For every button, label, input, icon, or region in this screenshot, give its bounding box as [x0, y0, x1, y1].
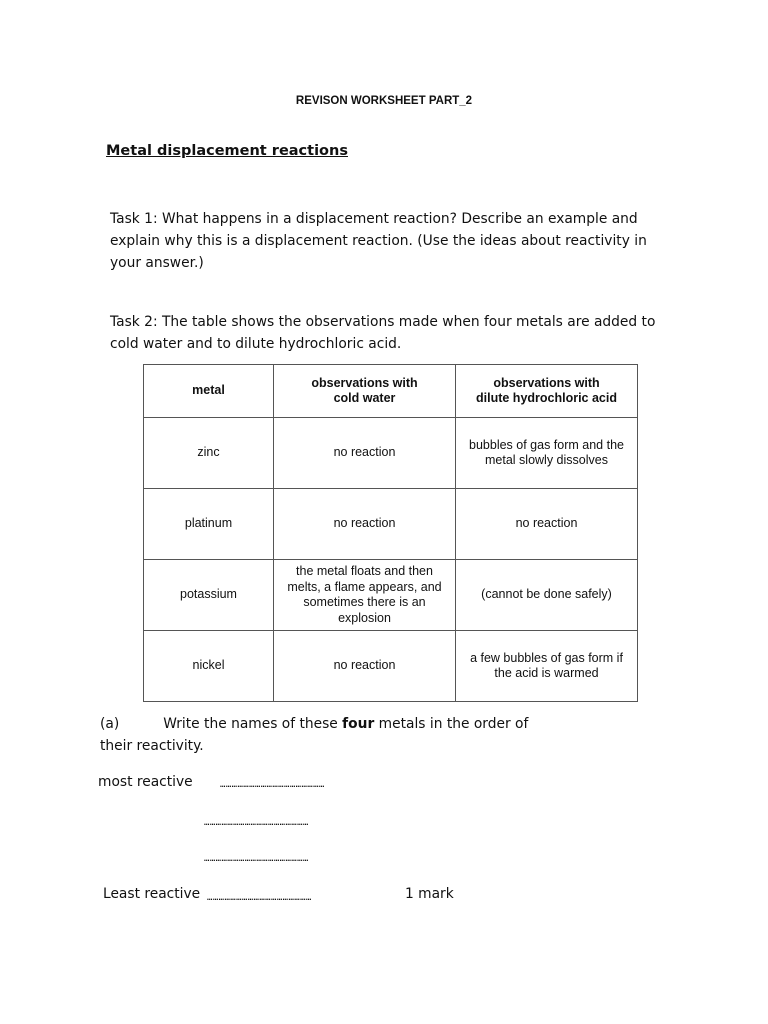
answer-line-2[interactable]: ………………………………………………: [204, 818, 309, 828]
cell-acid: a few bubbles of gas form if the acid is warmed: [456, 631, 638, 702]
question-a-emphasis: four: [342, 716, 375, 732]
cell-metal: nickel: [144, 631, 274, 702]
most-reactive-label: most reactive: [98, 774, 193, 790]
question-a: [100, 713, 560, 757]
section-heading: Metal displacement reactions: [106, 143, 348, 159]
cell-acid: no reaction: [456, 489, 638, 560]
answer-line-4[interactable]: ………………………………………………: [207, 893, 312, 903]
answer-line-1[interactable]: ………………………………………………: [220, 780, 325, 790]
cell-water: the metal floats and then melts, a flame appears, and sometimes there is an explosion: [274, 560, 456, 631]
answer-line-3[interactable]: ………………………………………………: [204, 854, 309, 864]
question-a-line-2: their reactivity.: [100, 738, 204, 754]
cell-metal: potassium: [144, 560, 274, 631]
page-title: REVISON WORKSHEET PART_2: [295, 95, 473, 107]
cell-water: no reaction: [274, 489, 456, 560]
task-2: [110, 311, 670, 355]
task-1: [110, 208, 670, 274]
table-row: [144, 489, 638, 560]
cell-metal: platinum: [144, 489, 274, 560]
mark-label: 1 mark: [405, 886, 454, 902]
least-reactive-label: Least reactive: [103, 886, 201, 902]
cell-acid: bubbles of gas form and the metal slowly dissolves: [456, 418, 638, 489]
question-a-line-1: (a) Write the names of these four metals in the order of: [100, 716, 529, 732]
table-header-row: [144, 365, 638, 418]
cell-water: no reaction: [274, 631, 456, 702]
observations-table: [143, 364, 638, 702]
cell-water: no reaction: [274, 418, 456, 489]
cell-metal: zinc: [144, 418, 274, 489]
task-1-line: your answer.): [110, 255, 204, 271]
cell-acid: (cannot be done safely): [456, 560, 638, 631]
question-a-label: (a): [100, 716, 120, 732]
task-2-line: cold water and to dilute hydrochloric acid.: [110, 336, 402, 352]
table-row: [144, 418, 638, 489]
header-cold-water: observations with cold water: [274, 365, 456, 418]
table-row: [144, 631, 638, 702]
table-row: [144, 560, 638, 631]
header-metal: metal: [144, 365, 274, 418]
task-1-line: explain why this is a displacement reaction. (Use the ideas about reactivity in: [110, 233, 647, 249]
task-1-line: Task 1: What happens in a displacement reaction? Describe an example and: [110, 211, 638, 227]
header-dilute-acid: observations with dilute hydrochloric acid: [456, 365, 638, 418]
task-2-line: Task 2: The table shows the observations made when four metals are added to: [110, 314, 656, 330]
